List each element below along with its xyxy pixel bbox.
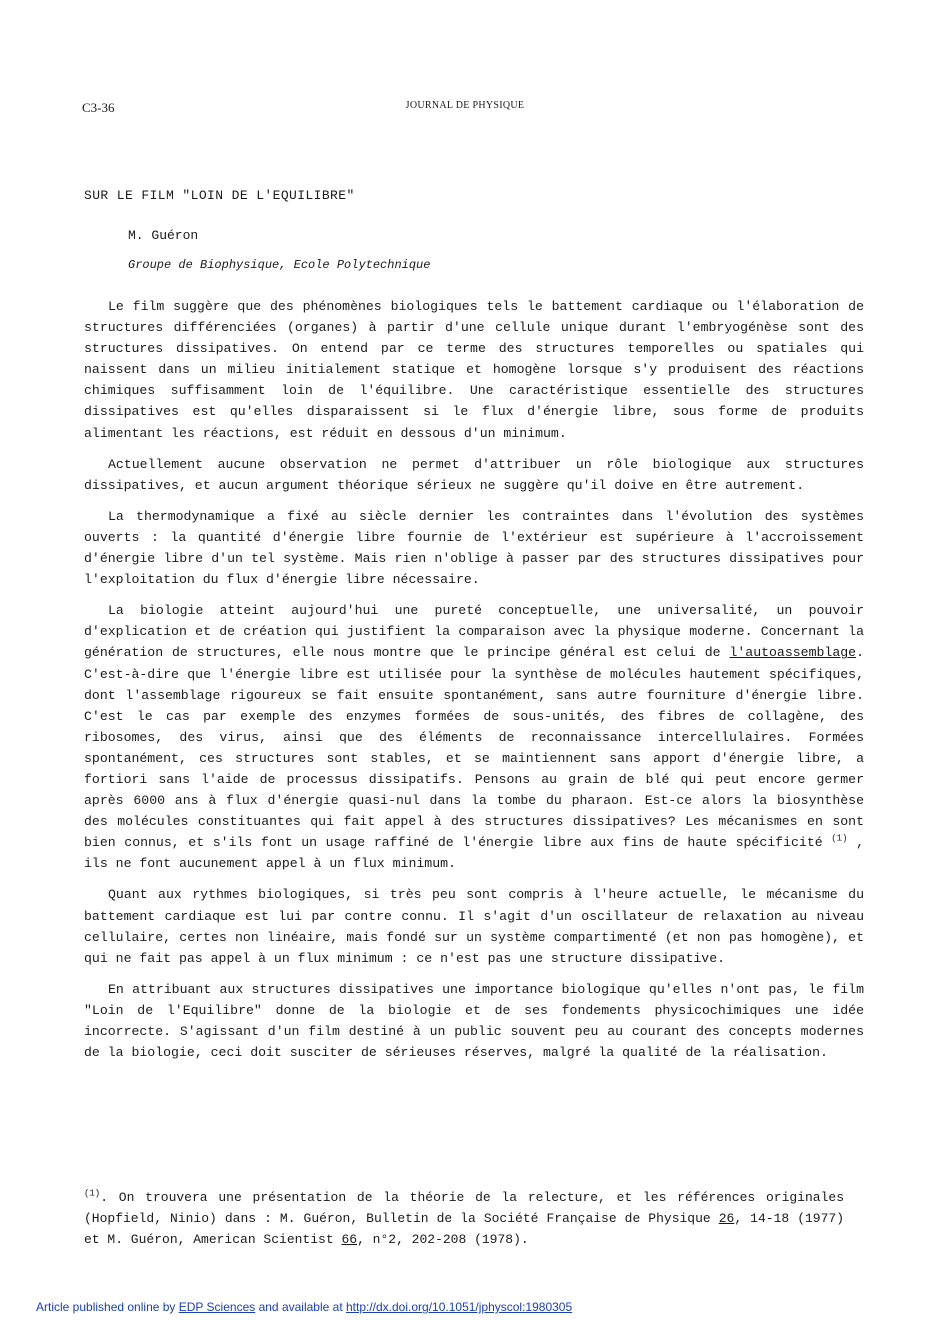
paragraph-2: Actuellement aucune observation ne permet d'attribuer un rôle biologique aux structures dissipatives, et aucun argument théorique sérieux ne suggère qu'il doive en être autrement. [84, 456, 864, 493]
footnote-text-3: , n°2, 202-208 (1978). [357, 1232, 529, 1247]
paragraph-4-part-2: . C'est-à-dire que l'énergie libre est utilisée pour la synthèse de molécules hautement spécifiques, dont l'assemblage rigoureux se fait ensuite spontanément, sans autre fourniture d'énergie libre. C'est le cas par exemple des enzymes formées de sous-unités, des fibres de collagène, des ribosomes, des virus, ainsi que des éléments de reconnaissance intercellulaires. Formées spontanément, ces structures sont stables, et se maintiennent sans apport d'énergie libre, a fortiori sans l'aide de processus dissipatifs. Pensons au grain de blé qui peut encore germer après 6000 ans à flux d'énergie quasi-nul dans la tombe du pharaon. Est-ce alors la biosynthèse des molécules constituantes qui fait appel à des structures dissipatives? Les mécanismes en sont bien connus, et s'ils font un usage raffiné de l'énergie libre aux fins de haute spécificité [84, 645, 864, 851]
footnote-volume-1: 26 [718, 1211, 735, 1226]
paragraph-4-part-1: La biologie atteint aujourd'hui une pureté conceptuelle, une universalité, un pouvoir d'explication et de création qui justifient la comparaison avec la physique moderne. Concernant la génération de structures, elle nous montre que le principe général est celui de [84, 603, 864, 661]
paragraph-3: La thermodynamique a fixé au siècle dernier les contraintes dans l'évolution des systèmes ouverts : la quantité d'énergie libre fournie de l'extérieur est supérieure à l'accroissement d'énergie libre d'un tel système. Mais rien n'oblige à passer par des structures dissipatives pour l'exploitation du flux d'énergie libre nécessaire. [84, 508, 864, 588]
journal-name: JOURNAL DE PHYSIQUE [405, 100, 525, 111]
page-number: C3-36 [82, 100, 115, 115]
author-affiliation: Groupe de Biophysique, Ecole Polytechnique [128, 258, 431, 272]
footnote [84, 1187, 844, 1250]
paragraph-5: Quant aux rythmes biologiques, si très peu sont compris à l'heure actuelle, le mécanisme du battement cardiaque est lui par contre connu. Il s'agit d'un oscillateur de relaxation au niveau cellulaire, certes non linéaire, mais fondé sur un système compartimenté (et non pas homogène), et qui ne fait pas appel à un flux minimum : ce n'est pas une structure dissipative. [84, 887, 864, 966]
article-body [84, 296, 864, 1073]
emphasized-term: l'autoassemblage [729, 645, 857, 661]
footer-middle: and available at [255, 1300, 346, 1314]
paragraph-4 [84, 600, 864, 874]
author-name: M. Guéron [128, 228, 199, 243]
paragraph-1: Le film suggère que des phénomènes biologiques tels le battement cardiaque ou l'élaboration de structures différenciées (organes) à partir d'une cellule unique durant l'embryogénèse sont des structures dissipatives. On entend par ce terme des structures temporelles ou spatiales qui naissent dans un milieu initialement statique et homogène lorsque s'y produisent des réactions chimiques suffisamment loin de l'équilibre. Une caractéristique essentielle des structures dissipatives est qu'elles disparaissent si le flux d'énergie libre, sous forme de produits alimentant les réactions, est réduit en dessous d'un minimum. [84, 299, 864, 441]
paragraph-4-part-3: , ils ne font aucunement appel à un flux minimum. [84, 835, 865, 872]
footer-prefix: Article published online by [36, 1300, 179, 1314]
footnote-reference: (1) [831, 833, 848, 844]
footnote-text-2: , 14-18 (1977) et M. Guéron, American Scientist [84, 1211, 844, 1247]
footnote-text-1: . On trouvera une présentation de la théorie de la relecture, et les références originales (Hopfield, Ninio) dans : M. Guéron, Bulletin de la Société Française de Physique [84, 1190, 844, 1226]
publisher-link[interactable]: EDP Sciences [178, 1300, 256, 1314]
paragraph-6: En attribuant aux structures dissipatives une importance biologique qu'elles n'ont pas, le film "Loin de l'Equilibre" donne de la biologie et de ses fondements physicochimiques une idée incorrecte. S'agissant d'un film destiné à un public souvent peu au courant des concepts modernes de la biologie, ceci doit susciter de sérieuses réserves, malgré la qualité de la réalisation. [84, 981, 864, 1061]
footnote-marker: (1) [84, 1188, 101, 1199]
article-title: SUR LE FILM "LOIN DE L'EQUILIBRE" [84, 188, 355, 203]
publication-footer [36, 1300, 572, 1314]
doi-link[interactable]: http://dx.doi.org/10.1051/jphyscol:1980305 [345, 1300, 573, 1314]
footnote-volume-2: 66 [341, 1232, 358, 1247]
